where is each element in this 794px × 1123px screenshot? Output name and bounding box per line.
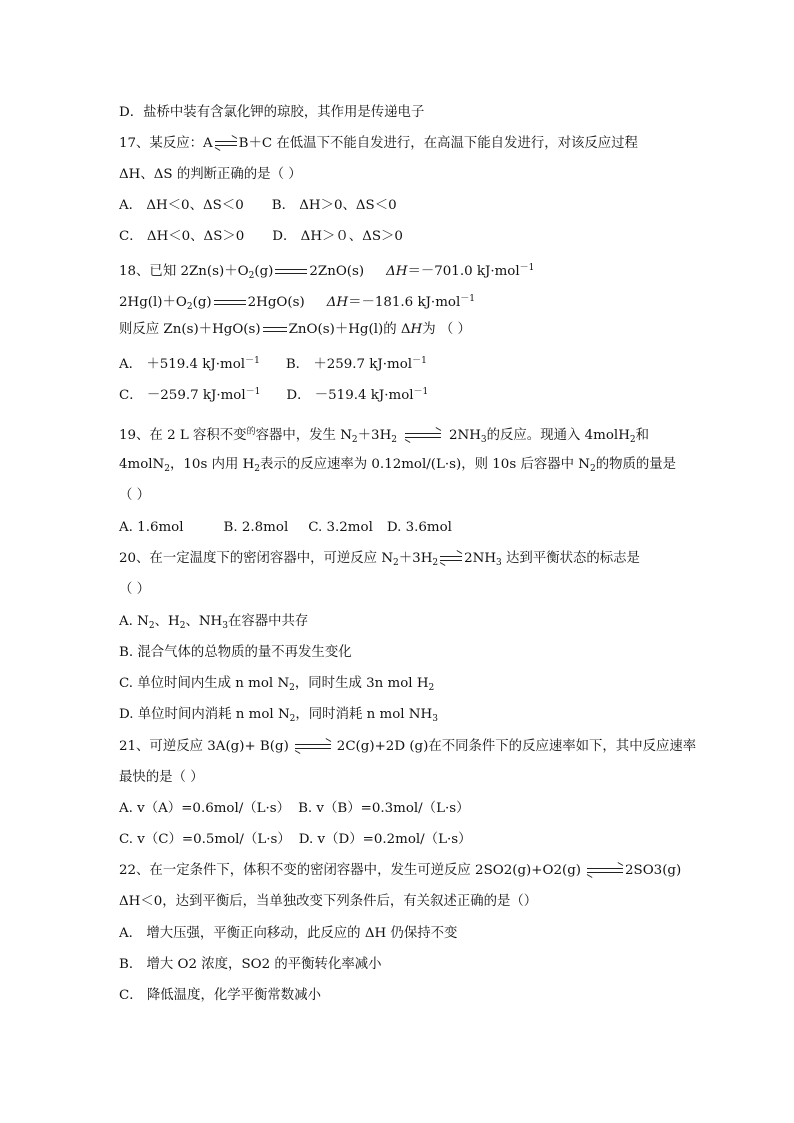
q19-stem-line2: 4molN$_2$，10s 内用 $H_2$表示的反应速率为 0.12mol/(L·s)，则 10s 后容器中 $N_2$的物质的量是 [119,457,677,474]
q18-equation-1: 18、已知 $2Zn(s)+O_2(g)$ 2ZnO(s) ΔH＝－701.0 kJ·mol$^{-1}$ [119,263,535,281]
q17-option-b: B． ΔH＞0、ΔS＜0 [271,198,397,213]
q19-options [119,518,452,538]
q17-stem: 17、某反应：A B＋C 在低温下不能自发进行，在高温下能自发进行，对该反应过程 [119,136,638,151]
q18-question: 则反应 Zn(s)＋HgO(s) ZnO(s)＋Hg(l)的 ΔH为 （ ） [119,322,471,337]
equals-sign-icon [275,267,307,277]
q21-options-ab [119,799,470,819]
q19-stem: 19、在 2 L 容积不变$^的$容器中，发生 $N_2+3H_2$ $2NH_3$的反应。现通入 4molH$_2$和 [119,427,649,445]
equals-sign-icon [263,325,287,335]
q17-option-d: D． ΔH＞０、ΔS＞0 [272,229,403,244]
q22-stem-line2: ΔH＜0，达到平衡后，当单独改变下列条件后，有关叙述正确的是（） [119,894,538,909]
reversible-arrow-icon [405,431,441,441]
q17-option-c: C． ΔH＜0、ΔS＞0 [119,229,245,244]
q20-stem: 20、在一定温度下的密闭容器中，可逆反应 $N_2+3H_2$ $2NH_3$ 达到平衡状态的标志是 [119,551,640,568]
q18-options-cd: C． －259.7 kJ·mol$^{-1}$ D． －519.4 kJ·mol$^{-1}$ [119,387,429,403]
q18-options-ab: A． ＋519.4 kJ·mol$^{-1}$ B． ＋259.7 kJ·mol$^{-1}$ [119,356,427,372]
q17-options-cd [119,227,403,247]
q22-option-b: B． 增大 O2 浓度，SO2 的平衡转化率减小 [119,957,382,972]
q18-option-c: C． －259.7 kJ·mol [119,388,246,403]
q20-option-d: D. 单位时间内消耗 n mol $N_2$，同时消耗 n mol $NH_3$ [119,707,438,724]
q20-answer-brackets: （ ） [119,582,151,597]
equals-sign-icon [214,298,246,308]
q20-option-b: B. 混合气体的总物质的量不再发生变化 [119,645,352,660]
q19-option-b: B. 2.8mol [223,520,289,535]
q22-option-c: C． 降低温度，化学平衡常数减小 [119,988,321,1003]
q20-option-c: C. 单位时间内生成 n mol $N_2$，同时生成 3n mol $H_2$ [119,676,435,693]
reversible-arrow-icon [440,554,462,564]
q22-stem: 22、在一定条件下，体积不变的密闭容器中，发生可逆反应 2SO2(g)+O2(g) 2SO3(g) [119,863,682,878]
q19-option-a: A. 1.6mol [119,520,184,535]
q18-option-a: A． ＋519.4 kJ·mol [119,357,246,372]
q21-stem: 21、可逆反应 3A(g)+ B(g) 2C(g)+2D (g)在不同条件下的反应速率如下，其中反应速率 [119,739,697,754]
q18-option-b: B． ＋259.7 kJ·mol [285,357,413,372]
reversible-arrow-icon [587,866,623,876]
q21-options-cd [119,830,471,850]
q17-option-a: A． ΔH＜0、ΔS＜0 [119,198,244,213]
reversible-arrow-icon [295,742,331,752]
q17-stem-line2: ΔH、ΔS 的判断正确的是（ ） [119,167,302,182]
q21-stem-line2: 最快的是（ ） [119,770,204,785]
q21-option-b: B. v（B）=0.3mol/（L·s） [298,801,470,816]
q16-option-d: D．盐桥中装有含氯化钾的琼胶，其作用是传递电子 [119,105,425,120]
q18-equation-2: $2Hg(l)+O_2(g)$ 2HgO(s) ΔH＝－181.6 kJ·mol$^{-1}$ [119,294,475,312]
q19-answer-brackets: （ ） [119,488,151,503]
q21-option-a: A. v（A）=0.6mol/（L·s） [119,801,291,816]
q20-option-a: A. $N_2$、$H_2$、$NH_3$在容器中共存 [119,614,309,631]
q21-option-d: D. v（D）=0.2mol/（L·s） [298,832,472,847]
q21-option-c: C. v（C）=0.5mol/（L·s） [119,832,291,847]
reversible-arrow-icon [215,139,237,149]
q17-options-ab [119,196,397,216]
q19-option-d: D. 3.6mol [386,520,452,535]
q18-option-d: D． －519.4 kJ·mol [286,388,414,403]
q22-option-a: A． 增大压强，平衡正向移动，此反应的 ΔH 仍保持不变 [119,926,458,941]
q19-option-c: C. 3.2mol [308,520,373,535]
